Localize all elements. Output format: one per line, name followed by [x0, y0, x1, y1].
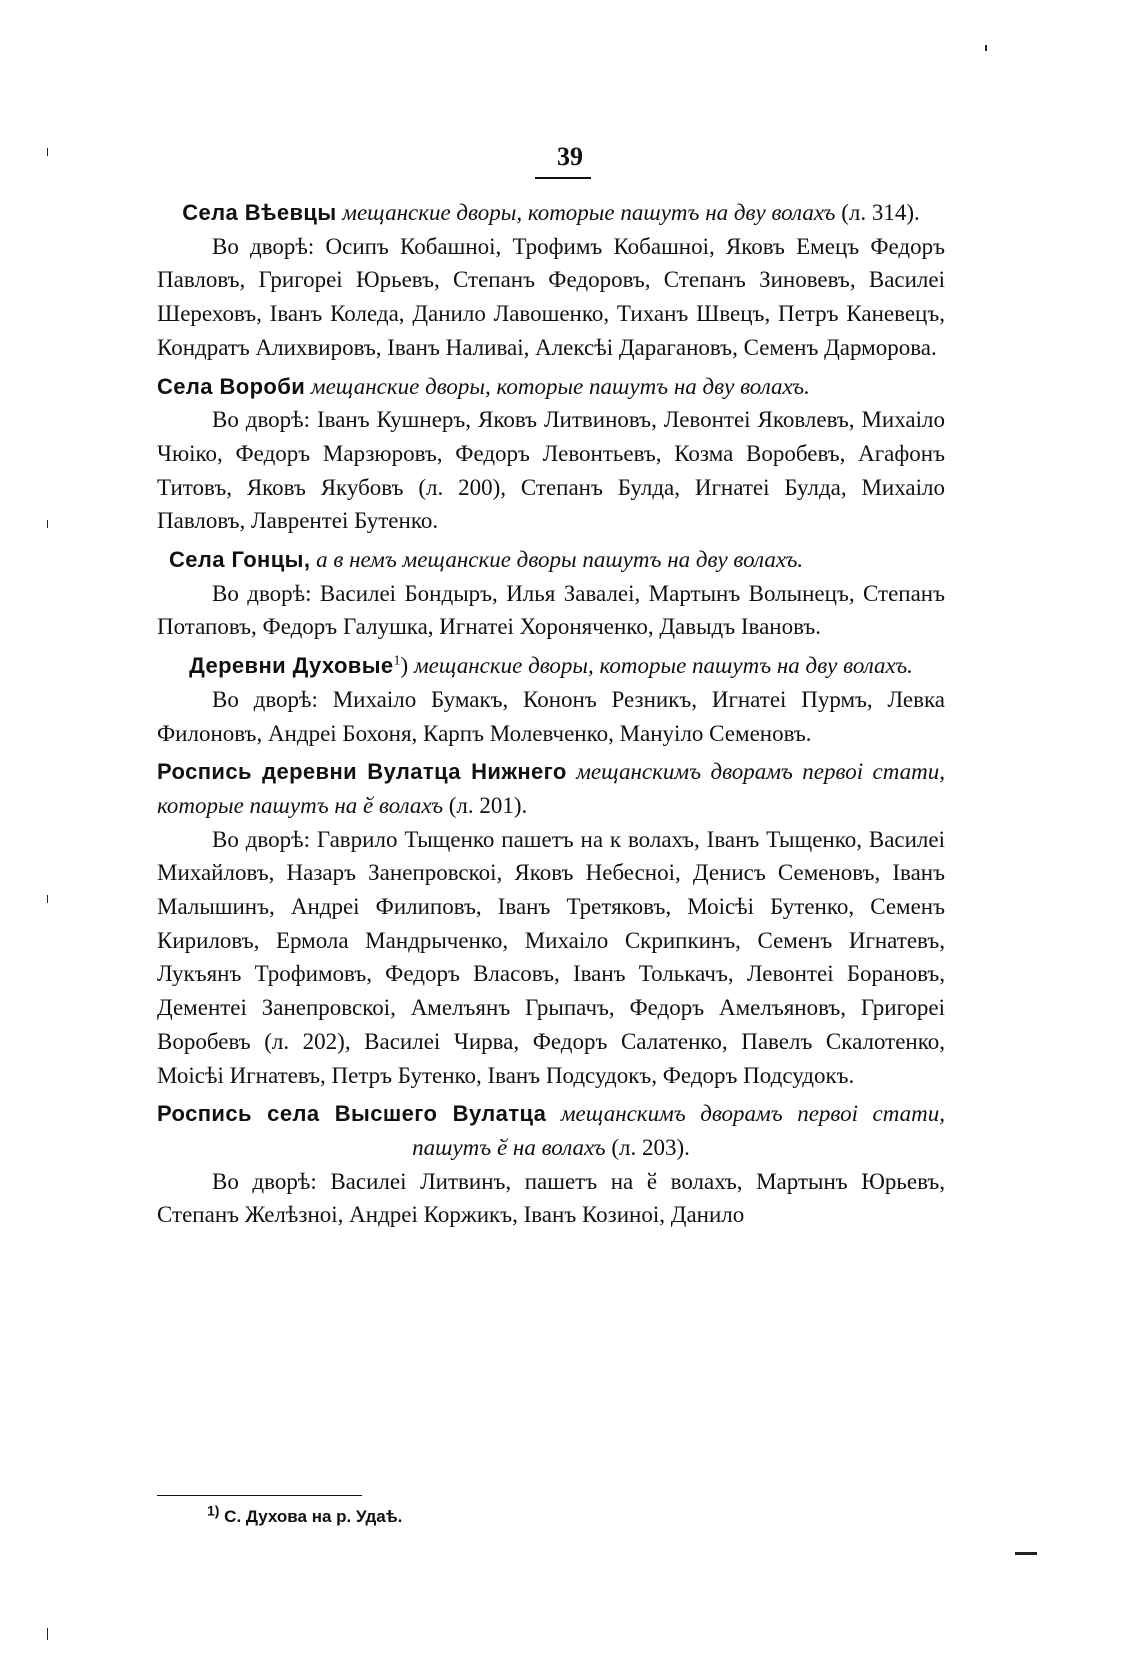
entry-text: Михаiло Бумакъ, Кононъ Резникъ, Игнатеi Пурмъ, Левка Филоновъ, Андреi Бохоня, Карпъ Молевченко, Мануiло Семеновъ. — [157, 686, 946, 746]
entry-lead: Во дворѣ: — [212, 1168, 317, 1194]
scan-mark-left-4 — [47, 1628, 48, 1640]
footnote — [207, 1502, 403, 1527]
section-entry-vulatets-nizhniy — [157, 823, 945, 1093]
section-heading-gontsy — [157, 543, 945, 577]
heading-reference: (л. 314). — [835, 200, 920, 225]
entry-lead: Во дворѣ: — [212, 826, 310, 852]
heading-place: Роспись деревни Вулатца Нижнего — [157, 759, 567, 785]
section-heading-veevtsy — [157, 196, 945, 230]
scan-mark-top-right — [985, 45, 987, 51]
section-heading-vulatets-nizhniy — [157, 755, 945, 822]
heading-reference: (л. 203). — [605, 1134, 690, 1160]
entry-text: Василеi Литвинъ, пашетъ на ӗ волахъ, Мартынъ Юрьевъ, Степанъ Желѣзноi, Андреi Коржикъ, Iванъ Козиноi, Данило — [157, 1168, 946, 1228]
heading-description: мещанскимъ дворамъ первоi стати, которые пашутъ на ӗ волахъ — [157, 759, 945, 818]
heading-place: Села Вѣевцы — [182, 200, 337, 225]
page-number: 39 — [557, 142, 583, 171]
entry-lead: Во дворѣ: — [212, 233, 315, 259]
section-heading-vulatets-vysshiy — [157, 1097, 945, 1164]
heading-place: Роспись села Высшего Вулатца — [157, 1101, 547, 1127]
entry-lead: Во дворѣ: — [212, 686, 318, 712]
entry-lead: Во дворѣ: — [212, 407, 311, 433]
entry-text: Осипъ Кобашноi, Трофимъ Кобашноi, Яковъ Емецъ Федоръ Павловъ, Григореi Юрьевъ, Степанъ Федоровъ, Степанъ Зиновевъ, Василеi Шереховъ, Iванъ Коледа, Данило Лавошенко, Тиханъ Швецъ, Петръ Каневецъ, Кондратъ Алихвировъ, Iванъ Наливаi, Алексѣi Дарагановъ, Семенъ Дарморова. — [157, 233, 946, 360]
footnote-text: С. Духова на р. Удаѣ. — [219, 1507, 403, 1526]
heading-place: Села Гонцы, — [169, 547, 311, 573]
section-entry-vorobi — [157, 403, 945, 538]
section-entry-vulatets-vysshiy — [157, 1165, 945, 1232]
page-body — [157, 196, 945, 1232]
entry-text: Iванъ Кушнеръ, Яковъ Литвиновъ, Левонтеi Яковлевъ, Михаiло Чюiко, Федоръ Марзюровъ, Федоръ Левонтьевъ, Козма Воробевъ, Агафонъ Титовъ, Яковъ Якубовъ (л. 200), Степанъ Булда, Игнатеi Булда, Михаiло Павловъ, Лаврентеi Бутенко. — [157, 407, 945, 534]
entry-text: Гаврило Тыщенко пашетъ на к волахъ, Iванъ Тыщенко, Василеi Михайловъ, Назаръ Занепровскоi, Яковъ Небесноi, Денисъ Семеновъ, Iванъ Малышинъ, Андреi Филиповъ, Iванъ Третяковъ, Моiсѣi Бутенко, Семенъ Кириловъ, Ермола Мандрыченко, Михаiло Скрипкинъ, Семенъ Игнатевъ, Лукъянъ Трофимовъ, Федоръ Власовъ, Iванъ Толькачъ, Левонтеi Борановъ, Дементеi Занепровскоi, Амелъянъ Грыпачъ, Федоръ Амелъяновъ, Григореi Воробевъ (л. 202), Василеi Чирва, Федоръ Салатенко, Павелъ Скалотенко, Моiсѣi Игнатевъ, Петръ Бутенко, Iванъ Подсудокъ, Федоръ Подсудокъ. — [157, 826, 946, 1088]
footnote-rule — [157, 1495, 362, 1496]
footnote-marker: 1) — [207, 1502, 220, 1519]
footnote-marker-ref: 1 — [393, 653, 401, 669]
scan-mark-left-2 — [47, 520, 48, 528]
heading-description: мещанские дворы, которые пашутъ на дву волахъ — [336, 200, 836, 225]
footnote-paren: ) — [400, 653, 409, 679]
section-heading-dukhovye — [157, 649, 945, 683]
section-entry-veevtsy — [157, 230, 945, 365]
section-entry-gontsy — [157, 577, 945, 644]
scan-mark-left-3 — [47, 895, 48, 903]
heading-description: мещанские дворы, которые пашутъ на дву волахъ. — [305, 373, 810, 399]
page-number-rule — [535, 177, 591, 179]
scan-mark-right-dash — [1015, 1552, 1037, 1555]
entry-text: Василеi Бондыръ, Илья Завалеi, Мартынъ Волынецъ, Степанъ Потаповъ, Федоръ Галушка, Игнатеi Хороняченко, Давыдъ Iвановъ. — [157, 580, 945, 640]
section-entry-dukhovye — [157, 683, 945, 750]
heading-reference: (л. 201). — [443, 792, 528, 818]
section-heading-vorobi — [157, 370, 945, 404]
heading-description: мещанские дворы, которые пашутъ на дву волахъ. — [408, 653, 913, 679]
heading-description: мещанскимъ дворамъ первоi стати, пашутъ ӗ на волахъ — [412, 1101, 945, 1160]
entry-lead: Во дворѣ: — [212, 580, 312, 606]
heading-place: Деревни Духовые — [189, 653, 394, 679]
heading-description: а в немъ мещанские дворы пашутъ на дву волахъ. — [310, 547, 804, 573]
heading-place: Села Вороби — [157, 373, 306, 399]
